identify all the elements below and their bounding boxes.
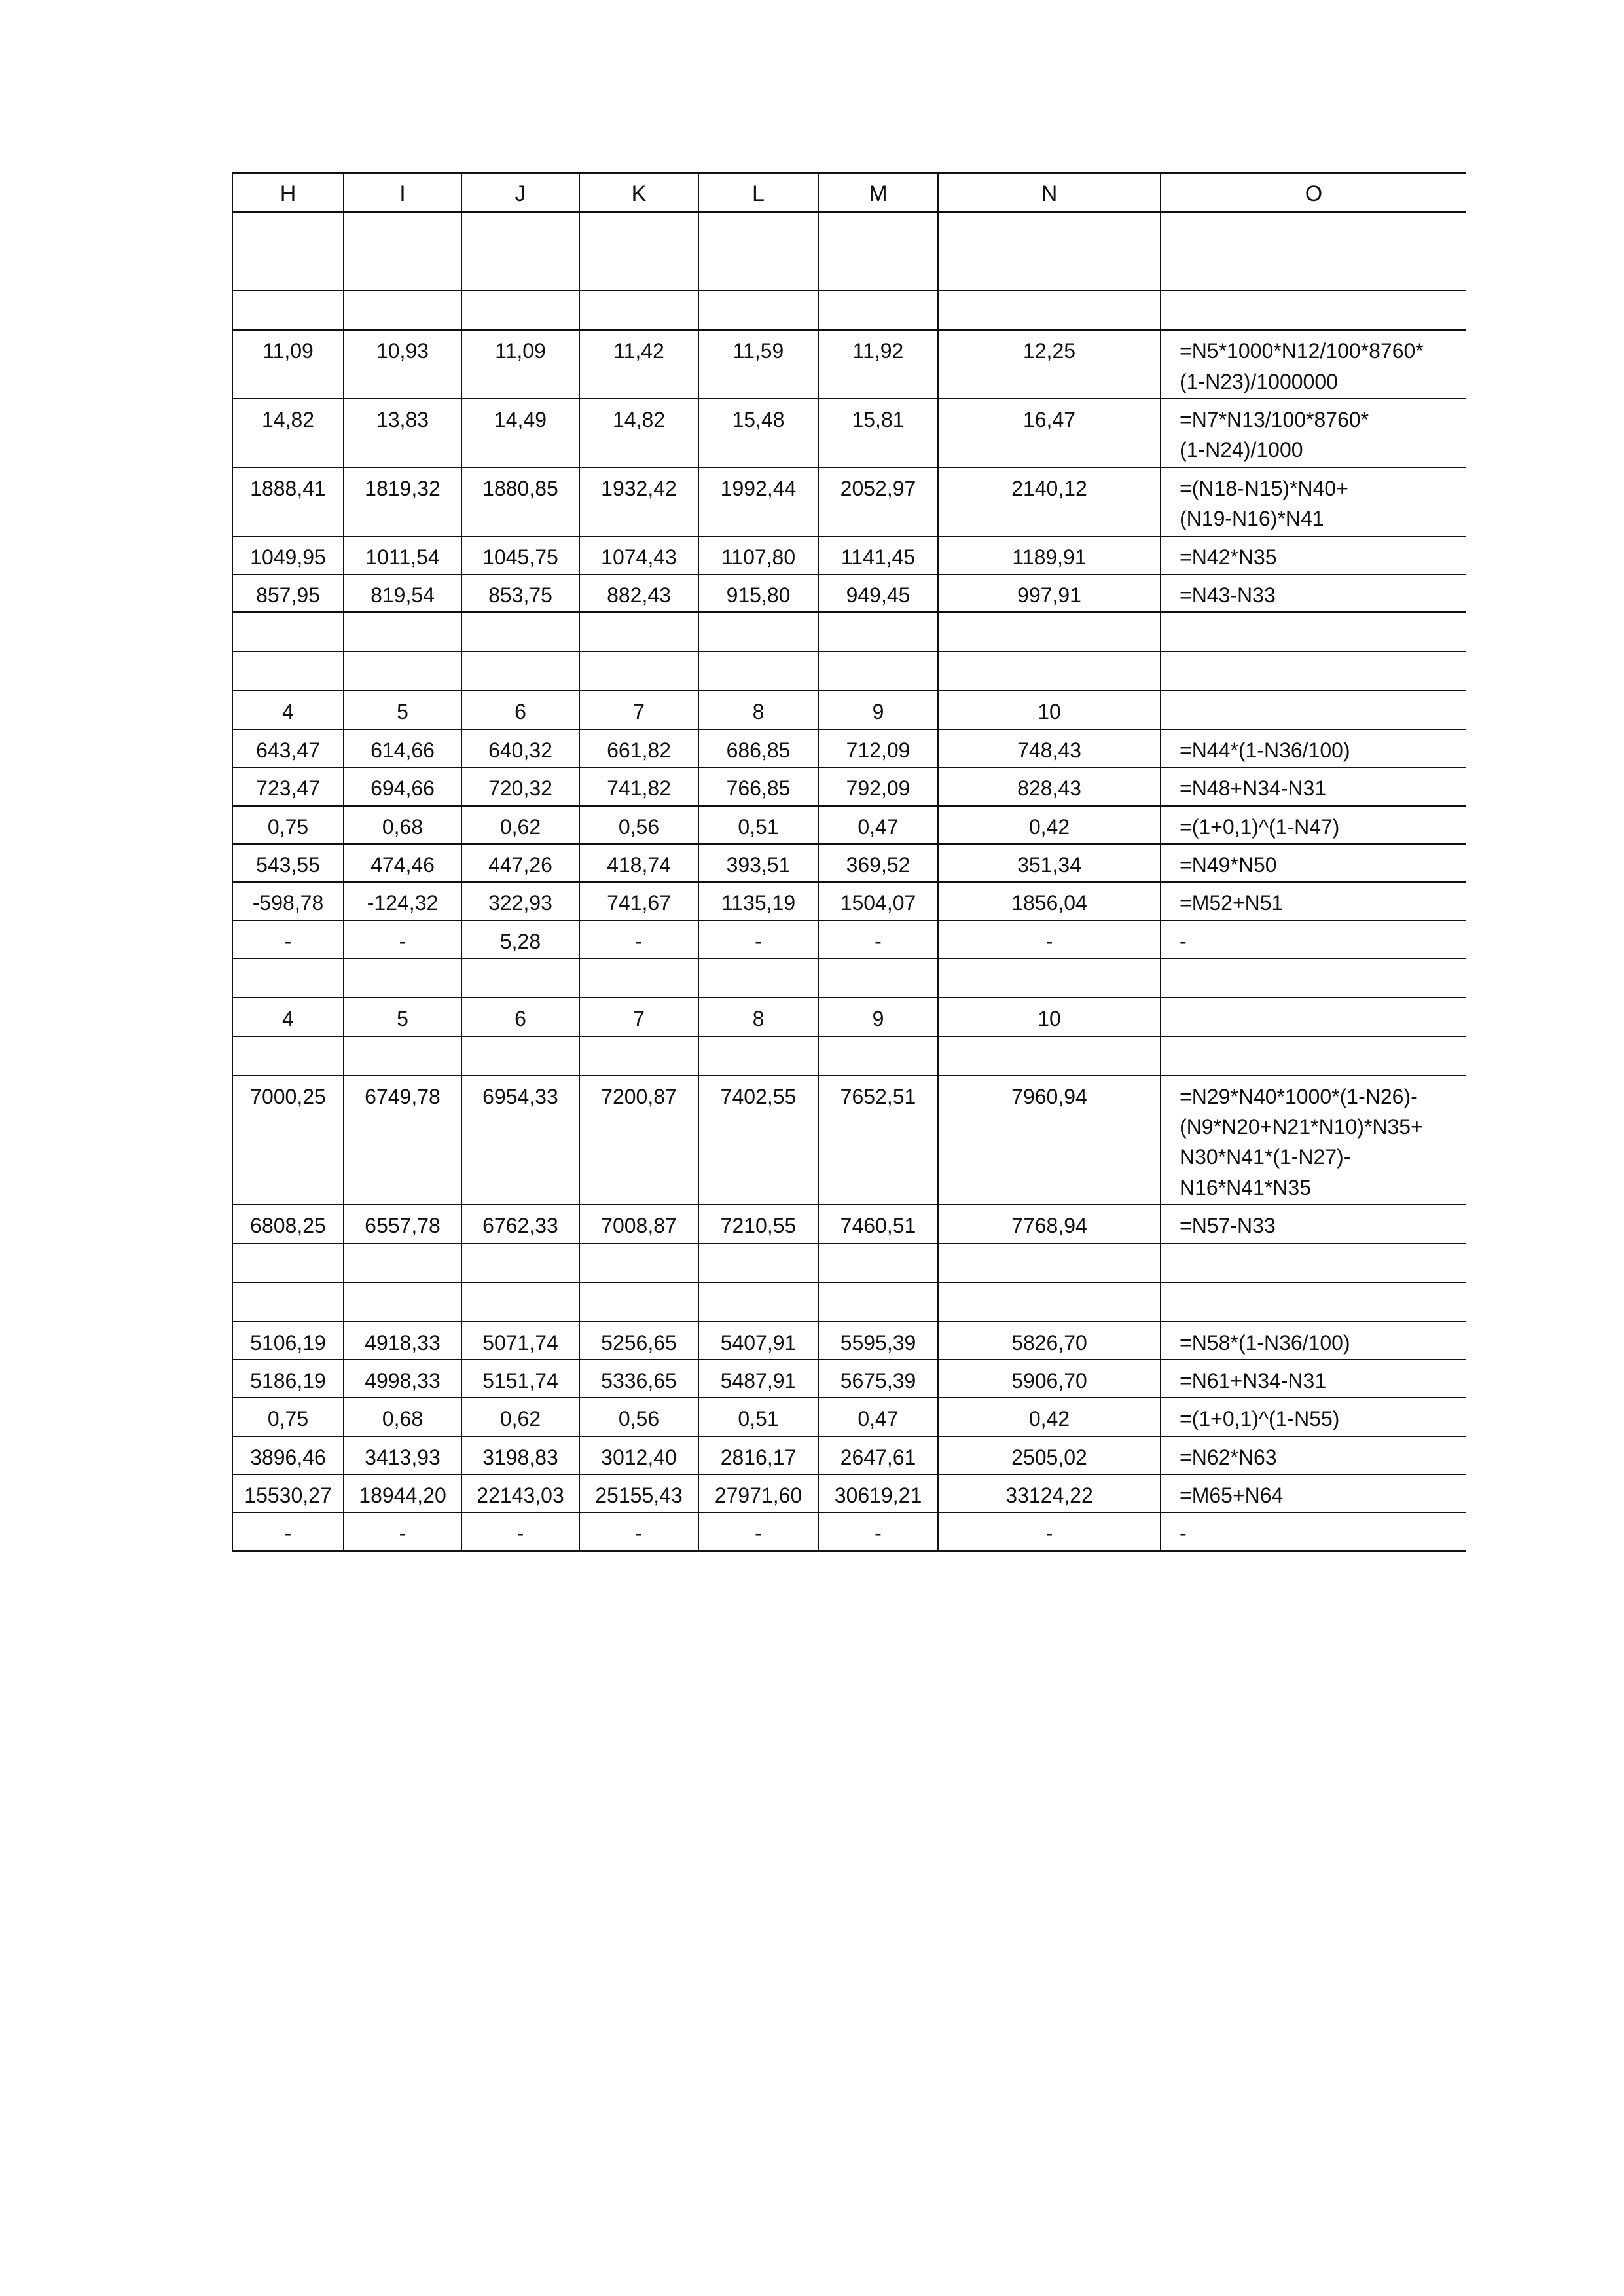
cell-l[interactable]: - <box>698 920 818 958</box>
table-row <box>232 1036 1466 1076</box>
table-row <box>232 467 1466 536</box>
cell-n[interactable]: 2140,12 <box>938 467 1161 536</box>
cell-l[interactable]: 5487,91 <box>698 1360 818 1398</box>
cell-h[interactable]: 4 <box>232 691 344 729</box>
cell-m[interactable]: 5595,39 <box>818 1322 938 1360</box>
cell-h[interactable]: - <box>232 920 344 958</box>
cell-k[interactable]: 11,42 <box>579 330 698 399</box>
cell-m[interactable]: 712,09 <box>818 729 938 767</box>
table-row <box>232 806 1466 844</box>
cell-o[interactable] <box>1161 958 1466 998</box>
cell-h[interactable] <box>232 1283 344 1322</box>
table-row <box>232 691 1466 729</box>
cell-l[interactable]: 8 <box>698 998 818 1036</box>
cell-o[interactable]: =N48+N34-N31 <box>1161 767 1466 805</box>
cell-o[interactable]: =N42*N35 <box>1161 536 1466 574</box>
cell-n[interactable]: 7960,94 <box>938 1076 1161 1205</box>
column-header-j: J <box>461 173 579 212</box>
cell-l[interactable]: 7402,55 <box>698 1076 818 1205</box>
cell-l[interactable]: 5407,91 <box>698 1322 818 1360</box>
cell-o[interactable] <box>1161 612 1466 651</box>
cell-k[interactable] <box>579 212 698 291</box>
cell-k[interactable] <box>579 1243 698 1283</box>
cell-i[interactable]: 474,46 <box>344 844 461 882</box>
cell-h[interactable] <box>232 212 344 291</box>
cell-o[interactable]: - <box>1161 1512 1466 1551</box>
cell-k[interactable]: 418,74 <box>579 844 698 882</box>
formula-cell[interactable] <box>1161 330 1466 399</box>
cell-o[interactable]: =(1+0,1)^(1-N55) <box>1161 1398 1466 1436</box>
cell-o[interactable]: =N57-N33 <box>1161 1205 1466 1243</box>
cell-m[interactable]: 1141,45 <box>818 536 938 574</box>
cell-i[interactable]: 4998,33 <box>344 1360 461 1398</box>
cell-k[interactable] <box>579 612 698 651</box>
cell-h[interactable]: 11,09 <box>232 330 344 399</box>
cell-o[interactable]: =(1+0,1)^(1-N47) <box>1161 806 1466 844</box>
cell-n[interactable] <box>938 1036 1161 1076</box>
cell-k[interactable]: 7 <box>579 691 698 729</box>
cell-m[interactable] <box>818 1243 938 1283</box>
cell-h[interactable]: 0,75 <box>232 1398 344 1436</box>
cell-i[interactable]: 614,66 <box>344 729 461 767</box>
cell-o[interactable] <box>1161 1283 1466 1322</box>
cell-k[interactable]: 5336,65 <box>579 1360 698 1398</box>
cell-j[interactable] <box>461 1036 579 1076</box>
cell-j[interactable]: 640,32 <box>461 729 579 767</box>
formula-line: =(N18-N15)*N40+ <box>1180 476 1348 500</box>
cell-i[interactable]: 0,68 <box>344 806 461 844</box>
table-row <box>232 1322 1466 1360</box>
cell-j[interactable]: 720,32 <box>461 767 579 805</box>
spreadsheet-table <box>232 172 1466 1552</box>
cell-o[interactable]: =N43-N33 <box>1161 574 1466 612</box>
table-row <box>232 729 1466 767</box>
table-row <box>232 291 1466 330</box>
cell-j[interactable]: 1880,85 <box>461 467 579 536</box>
cell-i[interactable]: 694,66 <box>344 767 461 805</box>
cell-n[interactable]: 0,42 <box>938 806 1161 844</box>
cell-j[interactable]: 11,09 <box>461 330 579 399</box>
cell-j[interactable]: - <box>461 1512 579 1551</box>
cell-l[interactable] <box>698 651 818 691</box>
cell-j[interactable]: 447,26 <box>461 844 579 882</box>
cell-n[interactable]: 10 <box>938 998 1161 1036</box>
cell-j[interactable] <box>461 291 579 330</box>
cell-n[interactable] <box>938 651 1161 691</box>
table-row <box>232 1398 1466 1436</box>
cell-k[interactable] <box>579 1283 698 1322</box>
cell-i[interactable]: 819,54 <box>344 574 461 612</box>
cell-h[interactable] <box>232 1036 344 1076</box>
cell-k[interactable]: 661,82 <box>579 729 698 767</box>
cell-k[interactable]: 7200,87 <box>579 1076 698 1205</box>
formula-line: N16*N41*N35 <box>1180 1175 1312 1199</box>
cell-m[interactable]: 7460,51 <box>818 1205 938 1243</box>
cell-l[interactable]: 686,85 <box>698 729 818 767</box>
cell-o[interactable]: =N58*(1-N36/100) <box>1161 1322 1466 1360</box>
cell-k[interactable]: 14,82 <box>579 399 698 467</box>
cell-m[interactable] <box>818 1036 938 1076</box>
cell-o[interactable] <box>1161 998 1466 1036</box>
table-row <box>232 1243 1466 1283</box>
cell-l[interactable]: 766,85 <box>698 767 818 805</box>
cell-n[interactable]: 7768,94 <box>938 1205 1161 1243</box>
cell-k[interactable] <box>579 1036 698 1076</box>
cell-n[interactable]: 1189,91 <box>938 536 1161 574</box>
cell-n[interactable]: 351,34 <box>938 844 1161 882</box>
cell-k[interactable]: 1074,43 <box>579 536 698 574</box>
cell-k[interactable]: 882,43 <box>579 574 698 612</box>
cell-i[interactable]: 18944,20 <box>344 1474 461 1512</box>
cell-m[interactable]: - <box>818 1512 938 1551</box>
cell-l[interactable]: 1107,80 <box>698 536 818 574</box>
formula-line: (1-N23)/1000000 <box>1180 369 1338 393</box>
table-body <box>232 173 1466 1551</box>
cell-j[interactable]: 3198,83 <box>461 1436 579 1474</box>
cell-m[interactable]: 792,09 <box>818 767 938 805</box>
cell-i[interactable]: 6749,78 <box>344 1076 461 1205</box>
cell-i[interactable]: 3413,93 <box>344 1436 461 1474</box>
formula-cell[interactable] <box>1161 467 1466 536</box>
cell-m[interactable] <box>818 612 938 651</box>
cell-l[interactable]: 15,48 <box>698 399 818 467</box>
cell-n[interactable] <box>938 1283 1161 1322</box>
cell-o[interactable]: =N62*N63 <box>1161 1436 1466 1474</box>
cell-n[interactable]: 16,47 <box>938 399 1161 467</box>
formula-line: =N7*N13/100*8760* <box>1180 408 1369 432</box>
column-header-n: N <box>938 173 1161 212</box>
table-row <box>232 958 1466 998</box>
cell-j[interactable]: 6 <box>461 691 579 729</box>
table-row <box>232 536 1466 574</box>
cell-m[interactable]: 369,52 <box>818 844 938 882</box>
cell-j[interactable] <box>461 651 579 691</box>
cell-n[interactable]: 2505,02 <box>938 1436 1161 1474</box>
cell-m[interactable] <box>818 958 938 998</box>
cell-o[interactable] <box>1161 291 1466 330</box>
cell-j[interactable]: 5,28 <box>461 920 579 958</box>
cell-o[interactable]: =M65+N64 <box>1161 1474 1466 1512</box>
cell-l[interactable] <box>698 612 818 651</box>
table-row <box>232 1076 1466 1205</box>
cell-l[interactable] <box>698 1283 818 1322</box>
cell-o[interactable]: =N61+N34-N31 <box>1161 1360 1466 1398</box>
cell-n[interactable] <box>938 291 1161 330</box>
cell-m[interactable]: 15,81 <box>818 399 938 467</box>
column-header-m: M <box>818 173 938 212</box>
cell-k[interactable]: 5256,65 <box>579 1322 698 1360</box>
cell-k[interactable]: 0,56 <box>579 806 698 844</box>
formula-cell[interactable] <box>1161 399 1466 467</box>
cell-l[interactable]: 393,51 <box>698 844 818 882</box>
table-row <box>232 1360 1466 1398</box>
cell-k[interactable]: 7008,87 <box>579 1205 698 1243</box>
cell-n[interactable]: 828,43 <box>938 767 1161 805</box>
cell-l[interactable]: - <box>698 1512 818 1551</box>
cell-m[interactable]: 7652,51 <box>818 1076 938 1205</box>
formula-line: (1-N24)/1000 <box>1180 438 1303 462</box>
cell-k[interactable] <box>579 291 698 330</box>
cell-k[interactable]: 25155,43 <box>579 1474 698 1512</box>
cell-n[interactable]: 0,42 <box>938 1398 1161 1436</box>
cell-m[interactable]: 11,92 <box>818 330 938 399</box>
cell-l[interactable]: 1992,44 <box>698 467 818 536</box>
cell-k[interactable]: - <box>579 1512 698 1551</box>
cell-n[interactable]: 748,43 <box>938 729 1161 767</box>
cell-i[interactable]: 1011,54 <box>344 536 461 574</box>
cell-h[interactable] <box>232 651 344 691</box>
cell-h[interactable] <box>232 1243 344 1283</box>
column-header-o: O <box>1161 173 1466 212</box>
cell-m[interactable]: 0,47 <box>818 806 938 844</box>
cell-h[interactable]: -598,78 <box>232 882 344 920</box>
cell-h[interactable]: 6808,25 <box>232 1205 344 1243</box>
cell-h[interactable]: 15530,27 <box>232 1474 344 1512</box>
cell-i[interactable] <box>344 1036 461 1076</box>
column-header-row <box>232 173 1466 212</box>
cell-i[interactable]: - <box>344 920 461 958</box>
cell-o[interactable] <box>1161 691 1466 729</box>
column-header-i: I <box>344 173 461 212</box>
cell-i[interactable] <box>344 1283 461 1322</box>
column-header-l: L <box>698 173 818 212</box>
cell-l[interactable] <box>698 212 818 291</box>
cell-j[interactable]: 853,75 <box>461 574 579 612</box>
cell-o[interactable]: - <box>1161 920 1466 958</box>
cell-h[interactable]: 1888,41 <box>232 467 344 536</box>
table-row <box>232 651 1466 691</box>
cell-o[interactable] <box>1161 212 1466 291</box>
cell-h[interactable]: 4 <box>232 998 344 1036</box>
cell-k[interactable]: 7 <box>579 998 698 1036</box>
cell-i[interactable] <box>344 291 461 330</box>
table-row <box>232 1283 1466 1322</box>
cell-j[interactable] <box>461 1243 579 1283</box>
cell-o[interactable] <box>1161 651 1466 691</box>
table-row <box>232 574 1466 612</box>
cell-l[interactable] <box>698 291 818 330</box>
cell-n[interactable]: - <box>938 920 1161 958</box>
cell-o[interactable]: =M52+N51 <box>1161 882 1466 920</box>
cell-h[interactable]: 723,47 <box>232 767 344 805</box>
cell-h[interactable]: - <box>232 1512 344 1551</box>
table-row <box>232 1474 1466 1512</box>
cell-i[interactable]: 0,68 <box>344 1398 461 1436</box>
table-row <box>232 1436 1466 1474</box>
cell-m[interactable]: 0,47 <box>818 1398 938 1436</box>
cell-m[interactable]: 1504,07 <box>818 882 938 920</box>
cell-k[interactable]: 1932,42 <box>579 467 698 536</box>
cell-h[interactable] <box>232 958 344 998</box>
cell-i[interactable]: 5 <box>344 998 461 1036</box>
formula-line: =N5*1000*N12/100*8760* <box>1180 339 1424 363</box>
table-row <box>232 998 1466 1036</box>
table-row <box>232 767 1466 805</box>
table-row <box>232 330 1466 399</box>
cell-l[interactable]: 8 <box>698 691 818 729</box>
cell-n[interactable] <box>938 1243 1161 1283</box>
cell-h[interactable]: 7000,25 <box>232 1076 344 1205</box>
cell-k[interactable] <box>579 958 698 998</box>
cell-l[interactable]: 1135,19 <box>698 882 818 920</box>
cell-k[interactable]: 0,56 <box>579 1398 698 1436</box>
cell-k[interactable]: 741,82 <box>579 767 698 805</box>
cell-j[interactable]: 5071,74 <box>461 1322 579 1360</box>
cell-m[interactable]: 5675,39 <box>818 1360 938 1398</box>
cell-m[interactable]: 9 <box>818 691 938 729</box>
cell-j[interactable] <box>461 1283 579 1322</box>
cell-j[interactable]: 14,49 <box>461 399 579 467</box>
cell-n[interactable] <box>938 612 1161 651</box>
cell-i[interactable]: 1819,32 <box>344 467 461 536</box>
cell-h[interactable]: 543,55 <box>232 844 344 882</box>
cell-l[interactable] <box>698 958 818 998</box>
cell-j[interactable]: 22143,03 <box>461 1474 579 1512</box>
cell-h[interactable] <box>232 291 344 330</box>
cell-l[interactable]: 11,59 <box>698 330 818 399</box>
cell-j[interactable] <box>461 212 579 291</box>
cell-h[interactable]: 14,82 <box>232 399 344 467</box>
cell-k[interactable]: - <box>579 920 698 958</box>
cell-i[interactable]: 6557,78 <box>344 1205 461 1243</box>
cell-l[interactable] <box>698 1243 818 1283</box>
formula-line: N30*N41*(1-N27)- <box>1180 1145 1351 1169</box>
cell-i[interactable]: 4918,33 <box>344 1322 461 1360</box>
cell-o[interactable]: =N44*(1-N36/100) <box>1161 729 1466 767</box>
cell-j[interactable] <box>461 958 579 998</box>
cell-h[interactable]: 5106,19 <box>232 1322 344 1360</box>
cell-i[interactable]: 10,93 <box>344 330 461 399</box>
table-row <box>232 612 1466 651</box>
cell-i[interactable]: 5 <box>344 691 461 729</box>
cell-m[interactable] <box>818 212 938 291</box>
cell-n[interactable]: 10 <box>938 691 1161 729</box>
table-row <box>232 844 1466 882</box>
cell-m[interactable]: 30619,21 <box>818 1474 938 1512</box>
cell-h[interactable] <box>232 612 344 651</box>
formula-line: (N19-N16)*N41 <box>1180 507 1324 531</box>
cell-j[interactable] <box>461 612 579 651</box>
cell-n[interactable] <box>938 958 1161 998</box>
cell-j[interactable]: 6954,33 <box>461 1076 579 1205</box>
cell-m[interactable]: - <box>818 920 938 958</box>
table-row <box>232 920 1466 958</box>
cell-k[interactable] <box>579 651 698 691</box>
cell-k[interactable]: 3012,40 <box>579 1436 698 1474</box>
cell-l[interactable]: 0,51 <box>698 806 818 844</box>
cell-l[interactable]: 915,80 <box>698 574 818 612</box>
cell-j[interactable]: 1045,75 <box>461 536 579 574</box>
cell-k[interactable]: 741,67 <box>579 882 698 920</box>
cell-n[interactable]: 1856,04 <box>938 882 1161 920</box>
cell-n[interactable]: 5906,70 <box>938 1360 1161 1398</box>
cell-j[interactable]: 6762,33 <box>461 1205 579 1243</box>
cell-m[interactable]: 949,45 <box>818 574 938 612</box>
cell-n[interactable]: - <box>938 1512 1161 1551</box>
column-header-h: H <box>232 173 344 212</box>
cell-o[interactable] <box>1161 1036 1466 1076</box>
formula-line: (N9*N20+N21*N10)*N35+ <box>1180 1114 1423 1139</box>
cell-n[interactable] <box>938 212 1161 291</box>
cell-h[interactable]: 857,95 <box>232 574 344 612</box>
cell-i[interactable] <box>344 1243 461 1283</box>
cell-j[interactable]: 0,62 <box>461 1398 579 1436</box>
cell-o[interactable] <box>1161 1243 1466 1283</box>
cell-i[interactable]: 13,83 <box>344 399 461 467</box>
cell-j[interactable]: 322,93 <box>461 882 579 920</box>
cell-n[interactable]: 33124,22 <box>938 1474 1161 1512</box>
cell-l[interactable]: 27971,60 <box>698 1474 818 1512</box>
cell-l[interactable]: 7210,55 <box>698 1205 818 1243</box>
cell-i[interactable] <box>344 612 461 651</box>
cell-n[interactable]: 12,25 <box>938 330 1161 399</box>
cell-i[interactable] <box>344 212 461 291</box>
formula-cell[interactable] <box>1161 1076 1466 1205</box>
cell-l[interactable] <box>698 1036 818 1076</box>
cell-j[interactable]: 5151,74 <box>461 1360 579 1398</box>
table-row <box>232 1512 1466 1551</box>
cell-h[interactable]: 0,75 <box>232 806 344 844</box>
cell-l[interactable]: 0,51 <box>698 1398 818 1436</box>
table-row <box>232 1205 1466 1243</box>
cell-o[interactable]: =N49*N50 <box>1161 844 1466 882</box>
cell-l[interactable]: 2816,17 <box>698 1436 818 1474</box>
cell-h[interactable]: 5186,19 <box>232 1360 344 1398</box>
cell-m[interactable] <box>818 1283 938 1322</box>
cell-j[interactable]: 6 <box>461 998 579 1036</box>
cell-i[interactable] <box>344 958 461 998</box>
cell-i[interactable] <box>344 651 461 691</box>
cell-n[interactable]: 997,91 <box>938 574 1161 612</box>
cell-h[interactable]: 1049,95 <box>232 536 344 574</box>
cell-m[interactable]: 9 <box>818 998 938 1036</box>
cell-i[interactable]: - <box>344 1512 461 1551</box>
formula-line: =N29*N40*1000*(1-N26)- <box>1180 1084 1418 1108</box>
cell-h[interactable]: 643,47 <box>232 729 344 767</box>
table-row <box>232 212 1466 291</box>
cell-n[interactable]: 5826,70 <box>938 1322 1161 1360</box>
cell-i[interactable]: -124,32 <box>344 882 461 920</box>
column-header-k: K <box>579 173 698 212</box>
table-row <box>232 882 1466 920</box>
cell-m[interactable] <box>818 291 938 330</box>
table-row <box>232 399 1466 467</box>
cell-m[interactable] <box>818 651 938 691</box>
cell-h[interactable]: 3896,46 <box>232 1436 344 1474</box>
cell-j[interactable]: 0,62 <box>461 806 579 844</box>
cell-m[interactable]: 2052,97 <box>818 467 938 536</box>
cell-m[interactable]: 2647,61 <box>818 1436 938 1474</box>
